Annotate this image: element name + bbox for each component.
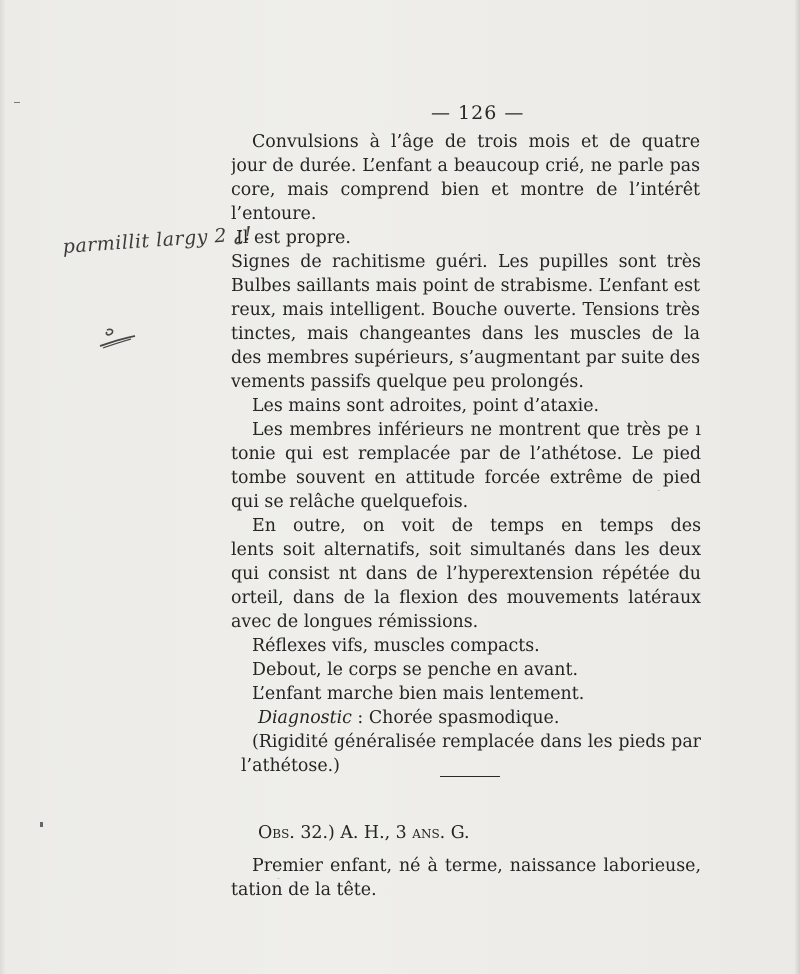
text-line: avec de longues rémissions. <box>231 612 479 632</box>
text-line: Bulbes saillants mais point de strabisme. L’enfant est <box>231 276 700 296</box>
text-line: l’entoure. <box>231 204 317 224</box>
text-line: L’enfant marche bien mais lentement. <box>252 684 585 704</box>
observation-header: Obs. 32.) A. H., 3 ans. G. <box>258 823 470 843</box>
text-line: vements passifs quelque peu prolongés. <box>231 372 584 392</box>
page-edge-shadow <box>794 0 800 974</box>
diagnostic-label: Diagnostic <box>258 708 352 728</box>
text-line: des membres supérieurs, s’augmentant par suite des <box>231 348 700 368</box>
text-line: Premier enfant, né à terme, naissance laborieuse, <box>252 856 701 876</box>
diagnostic-line <box>258 707 559 729</box>
text-line: Les mains sont adroites, point d’ataxie. <box>252 396 600 416</box>
text-line: Convulsions à l’âge dе trois mois et de quatre <box>252 132 700 152</box>
section-divider <box>440 776 500 777</box>
diagnostic-text: : Chorée spasmodique. <box>351 708 560 728</box>
handwritten-margin-note: parmillit largy 2 ¿! <box>62 222 254 258</box>
text-line: (Rigidité généralisée remplacée dans les pieds par <box>252 732 701 752</box>
text-line: Il est propre. <box>236 228 351 248</box>
text-line: l’athétose.) <box>241 756 340 776</box>
text-line: orteil, dans de la flexion des mouvements latéraux <box>231 588 701 608</box>
text-line: En outre, on voit de temps en temps des <box>252 516 701 536</box>
handwritten-check-mark-icon <box>97 326 139 356</box>
text-line: tinctes, mais changeantes dans les muscles de la <box>231 324 700 344</box>
text-line: tation de la tête. <box>231 880 377 900</box>
scan-speck <box>40 822 43 827</box>
text-line: core, mais comprend bien et montre de l’intérêt <box>231 180 700 200</box>
text-line: Signes de rachitisme guéri. Les pupilles sont très <box>231 252 701 272</box>
text-line: Debout, le corps se penche en avant. <box>252 660 578 680</box>
text-line: tonie qui est remplacée par de l’athétose. Le pied <box>231 444 701 464</box>
text-line: jour de durée. L’enfant a beaucoup crié, ne parle pas <box>231 156 700 176</box>
page-number: — 126 — <box>431 102 525 124</box>
text-line: qui consist nt dans de l’hyperextension répétée du <box>231 564 701 584</box>
text-line: lents soit alternatifs, soit simultanés dans les deux <box>231 540 701 560</box>
text-line: qui se relâche quelquefois. <box>231 492 469 512</box>
text-line: Les membres inférieurs ne montrent que très pe ı <box>252 420 701 440</box>
text-line: tombe souvent en attitude forcée extrême de pied <box>231 468 701 488</box>
scan-mark <box>14 102 20 103</box>
text-line: reux, mais intelligent. Bouche ouverte. Tensions très <box>231 300 700 320</box>
text-line: Réflexes vifs, muscles compacts. <box>252 636 540 656</box>
